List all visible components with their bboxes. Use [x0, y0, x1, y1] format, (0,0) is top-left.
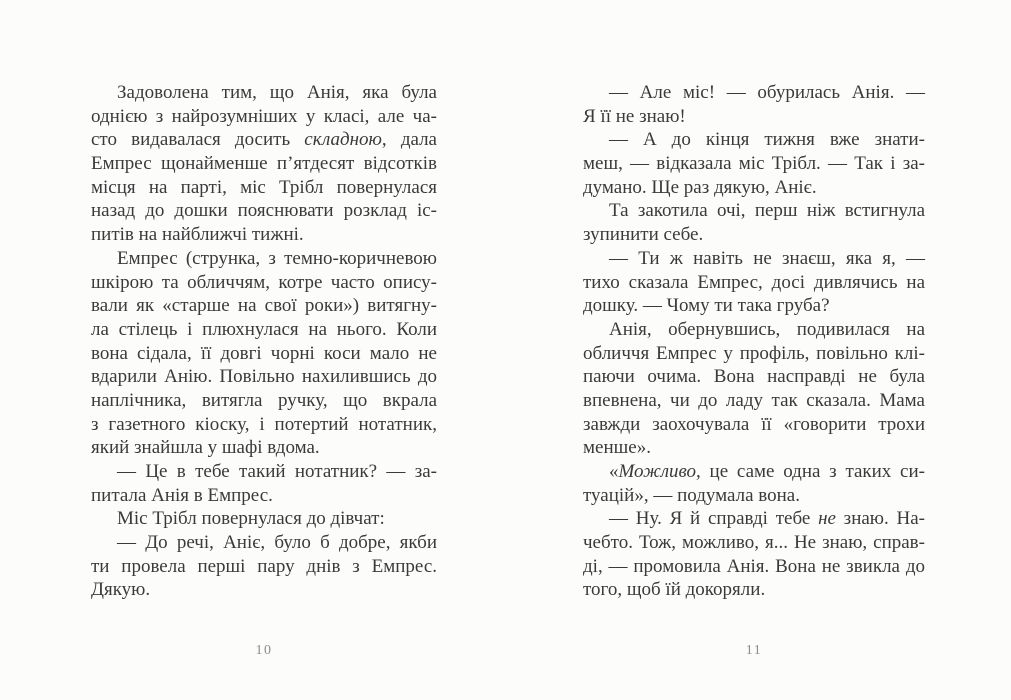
- text-line-content: [583, 485, 800, 506]
- text-line-content: [91, 153, 437, 174]
- text-line: [583, 105, 925, 129]
- text-line: [583, 294, 925, 318]
- text-line: [91, 152, 437, 176]
- text-line-content: [583, 414, 925, 435]
- text-line: [91, 199, 437, 223]
- text-segment: — До речі, Аніє, було б добре, якби: [117, 532, 437, 554]
- text-line-content: [117, 508, 385, 529]
- text-line: [583, 152, 925, 176]
- text-line: [583, 318, 925, 342]
- text-line-content: [91, 295, 437, 316]
- text-line-content: [91, 414, 437, 435]
- text-segment: вона сідала, її довгі чорні коси мало не: [91, 342, 437, 364]
- text-line: [583, 271, 925, 295]
- left-page-text: [91, 81, 437, 602]
- text-segment: впевнена, чи до ладу так сказала. Мама: [583, 389, 925, 411]
- italic-text: не: [818, 508, 836, 530]
- text-line-content: [91, 366, 437, 387]
- text-line-content: [91, 177, 437, 198]
- text-line: [91, 223, 437, 247]
- text-line-content: [583, 390, 925, 411]
- text-segment: чебто. Тож, можливо, я... Не знаю, справ-: [583, 532, 925, 554]
- text-segment: меш, — відказала міс Трібл. — Так і за-: [583, 153, 925, 175]
- text-line: [91, 128, 437, 152]
- text-line-content: [91, 437, 320, 458]
- text-segment: — Це в тебе такий нотатник? — за-: [117, 461, 437, 482]
- text-line: [583, 389, 925, 413]
- text-line-content: [609, 82, 925, 103]
- text-segment: обличчя Емпрес у профіль, повільно клі-: [583, 342, 925, 364]
- text-line: [583, 507, 925, 531]
- text-segment: сто видавалася досить: [91, 129, 305, 151]
- text-line-content: [609, 508, 925, 529]
- text-line: [91, 484, 437, 508]
- text-line-content: [91, 106, 437, 127]
- text-line-content: [91, 129, 437, 150]
- text-segment: ти провела перші пару днів з Емпрес.: [91, 555, 437, 577]
- text-line: [91, 247, 437, 271]
- text-segment: Анія, обернувшись, подивилася на: [609, 318, 925, 340]
- text-line-content: [91, 224, 304, 245]
- text-line: [583, 413, 925, 437]
- text-segment: вали як «старше на свої роки») витягну-: [91, 295, 437, 317]
- text-line-content: [91, 556, 437, 577]
- text-line-content: [583, 556, 925, 577]
- text-segment: , це саме одна з таких си-: [696, 461, 925, 482]
- text-line: [583, 460, 925, 484]
- text-segment: завжди заохочувала її «говорити трохи: [583, 413, 925, 435]
- text-line: [583, 176, 925, 200]
- text-line-content: [91, 390, 437, 411]
- text-segment: , дала: [381, 129, 437, 151]
- text-segment: менше».: [583, 437, 651, 459]
- text-segment: тихо сказала Емпрес, досі дивлячись на: [583, 271, 925, 293]
- text-line-content: [91, 319, 437, 340]
- text-segment: питала Анія в Емпрес.: [91, 484, 273, 506]
- text-segment: Емпрес (струнка, з темно-коричневою: [117, 247, 437, 269]
- text-line: [583, 342, 925, 366]
- text-segment: однією з найрозумніших у класі, але ча-: [91, 105, 437, 127]
- text-line: [91, 555, 437, 579]
- text-line: [91, 318, 437, 342]
- text-line: [91, 436, 437, 460]
- text-line: [91, 389, 437, 413]
- text-line: [583, 531, 925, 555]
- text-line: [91, 176, 437, 200]
- text-line-content: [583, 343, 925, 364]
- text-line-content: [117, 461, 437, 482]
- text-segment: ла стілець і плюхнулася на нього. Коли: [91, 318, 437, 340]
- text-line-content: [583, 153, 925, 174]
- text-line: [91, 460, 437, 484]
- page-number-left: 10: [255, 643, 273, 658]
- text-line-content: [583, 437, 651, 458]
- text-segment: місця на парті, міс Трібл повернулася: [91, 176, 437, 198]
- text-line: [91, 271, 437, 295]
- text-line: [583, 223, 925, 247]
- text-line: [583, 555, 925, 579]
- text-segment: Я її не знаю!: [583, 105, 686, 127]
- text-segment: назад до дошки пояснювати розклад іс-: [91, 200, 437, 222]
- text-line: [583, 484, 925, 508]
- text-line-content: [583, 295, 830, 316]
- text-segment: шкірою та обличчям, котре часто опису-: [91, 271, 437, 293]
- text-segment: того, щоб їй докоряли.: [583, 579, 766, 601]
- text-line: [91, 531, 437, 555]
- text-line-content: [609, 248, 925, 269]
- text-line-content: [609, 461, 925, 482]
- text-line: [91, 81, 437, 105]
- text-line: [91, 294, 437, 318]
- text-segment: — Ти ж навіть не знаєш, яка я, —: [609, 247, 925, 269]
- text-segment: дошку. — Чому ти така груба?: [583, 295, 830, 317]
- text-line-content: [117, 532, 437, 553]
- text-line: [583, 436, 925, 460]
- text-line: [583, 128, 925, 152]
- text-segment: туацій», — подумала вона.: [583, 484, 800, 506]
- text-segment: з газетного кіоску, і потертий нотатник,: [91, 413, 437, 435]
- right-page-text: [583, 81, 925, 602]
- text-line-content: [609, 319, 925, 340]
- text-line: [91, 342, 437, 366]
- text-line: [583, 365, 925, 389]
- text-line-content: [91, 485, 273, 506]
- text-line-content: [609, 129, 925, 150]
- text-segment: ді, — промовила Анія. Вона не звикла до: [583, 555, 925, 577]
- text-line: [583, 247, 925, 271]
- text-segment: питів на найближчі тижні.: [91, 224, 304, 246]
- text-line-content: [583, 106, 686, 127]
- text-line: [583, 81, 925, 105]
- text-segment: Задоволена тим, що Анія, яка була: [117, 82, 437, 103]
- text-segment: Міс Трібл повернулася до дівчат:: [117, 508, 385, 530]
- text-line: [91, 365, 437, 389]
- text-line: [583, 578, 925, 602]
- text-line-content: [91, 200, 437, 221]
- text-line-content: [583, 579, 765, 600]
- text-line-content: [583, 177, 817, 198]
- text-segment: думано. Ще раз дякую, Аніє.: [583, 176, 817, 198]
- text-line-content: [583, 224, 703, 245]
- text-line-content: [117, 82, 437, 103]
- text-segment: — Але міс! — обурилась Анія. —: [609, 82, 925, 103]
- text-line-content: [91, 272, 437, 293]
- text-segment: який знайшла у шафі вдома.: [91, 437, 320, 459]
- text-line-content: [583, 366, 925, 387]
- text-segment: знаю. На-: [835, 508, 925, 530]
- text-segment: Дякую.: [91, 579, 151, 601]
- text-segment: «: [609, 461, 619, 482]
- text-segment: — Ну. Я й справді тебе: [609, 508, 819, 530]
- italic-text: Можливо: [618, 461, 697, 482]
- text-line: [91, 413, 437, 437]
- text-line: [91, 578, 437, 602]
- text-line-content: [609, 200, 925, 221]
- text-segment: зупинити себе.: [583, 224, 704, 246]
- text-segment: паючи очима. Вона насправді не була: [583, 366, 925, 388]
- text-segment: — А до кінця тижня вже знати-: [609, 129, 925, 151]
- text-segment: вдарили Анію. Повільно нахилившись до: [91, 366, 437, 388]
- text-line-content: [91, 343, 437, 364]
- text-line: [583, 199, 925, 223]
- page-number-right: 11: [745, 643, 763, 658]
- text-line: [91, 507, 437, 531]
- text-line-content: [117, 248, 437, 269]
- text-segment: Та закотила очі, перш ніж встигнула: [609, 200, 925, 222]
- italic-text: складною: [304, 129, 382, 151]
- text-segment: наплічника, витягла ручку, що вкрала: [91, 389, 437, 411]
- text-line-content: [583, 272, 925, 293]
- text-line: [91, 105, 437, 129]
- text-line-content: [583, 532, 925, 553]
- text-segment: Емпрес щонайменше п’ятдесят відсотків: [91, 153, 437, 175]
- text-line-content: [91, 579, 150, 600]
